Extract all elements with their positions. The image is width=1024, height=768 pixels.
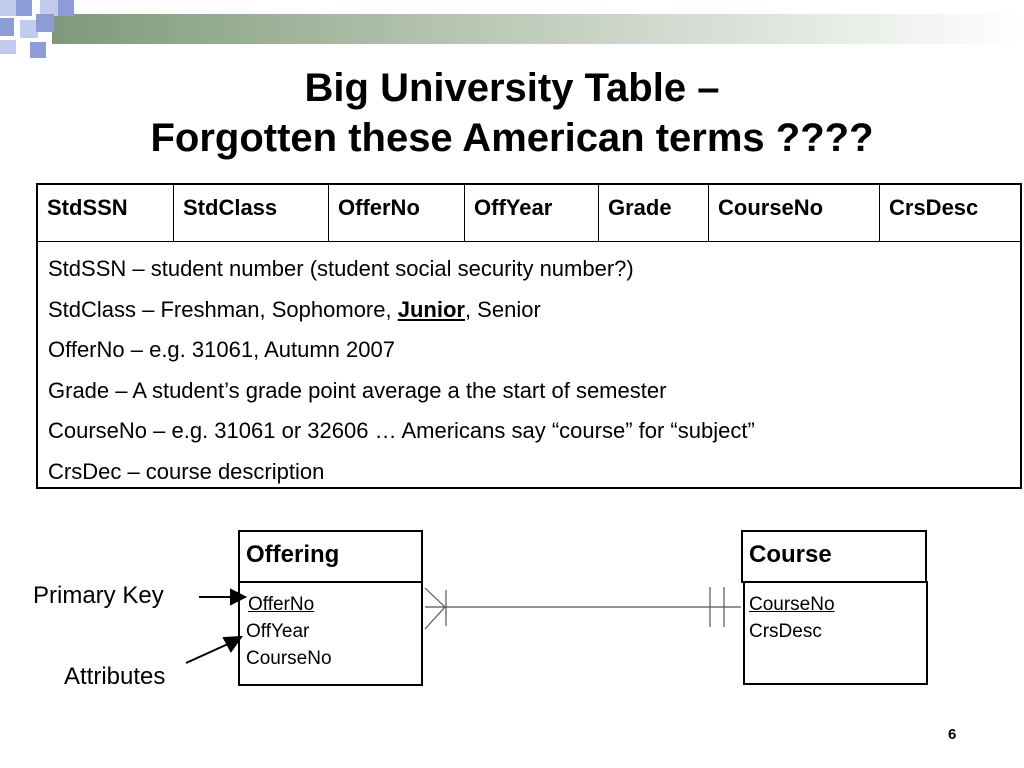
column-header-offerno: OfferNo — [329, 185, 465, 241]
column-header-stdclass: StdClass — [174, 185, 329, 241]
definition-stdclass-suffix: , Senior — [464, 296, 541, 322]
column-header-offyear: OffYear — [465, 185, 599, 241]
definition-stdclass-prefix: StdClass – Freshman, Sophomore, — [48, 296, 398, 322]
offering-primary-key: OfferNo — [248, 594, 315, 615]
definition-grade: Grade – A student’s grade point average a the start of semester — [48, 377, 667, 403]
primary-key-arrow-icon — [199, 590, 245, 604]
course-entity-title: Course — [749, 541, 832, 568]
definition-crsdec: CrsDec – course description — [48, 458, 325, 484]
crows-foot-many-icon — [425, 588, 446, 629]
column-header-courseno: CourseNo — [709, 185, 880, 241]
definition-offerno: OfferNo – e.g. 31061, Autumn 2007 — [48, 337, 395, 362]
column-header-grade: Grade — [599, 185, 709, 241]
definition-stdclass-emphasis: Junior — [397, 296, 465, 322]
definition-stdssn: StdSSN – student number (student social security number?) — [48, 256, 634, 281]
course-primary-key: CourseNo — [749, 594, 835, 615]
slide-title-line1: Big University Table – — [304, 66, 720, 110]
column-header-crsdesc: CrsDesc — [889, 195, 979, 220]
offering-attribute-courseno: CourseNo — [246, 648, 332, 669]
offering-entity-title: Offering — [246, 541, 340, 568]
offering-attribute-offyear: OffYear — [246, 621, 310, 642]
attributes-arrow-icon — [186, 637, 241, 663]
definition-courseno: CourseNo – e.g. 31061 or 32606 … Americans say “course” for “subject” — [48, 418, 755, 443]
page-number: 6 — [948, 726, 957, 743]
slide-title-line2: Forgotten these American terms ???? — [150, 116, 874, 160]
attributes-label: Attributes — [64, 663, 166, 690]
course-attribute-crsdesc: CrsDesc — [749, 621, 822, 642]
primary-key-label: Primary Key — [33, 582, 164, 609]
column-header-stdssn: StdSSN — [38, 185, 174, 241]
